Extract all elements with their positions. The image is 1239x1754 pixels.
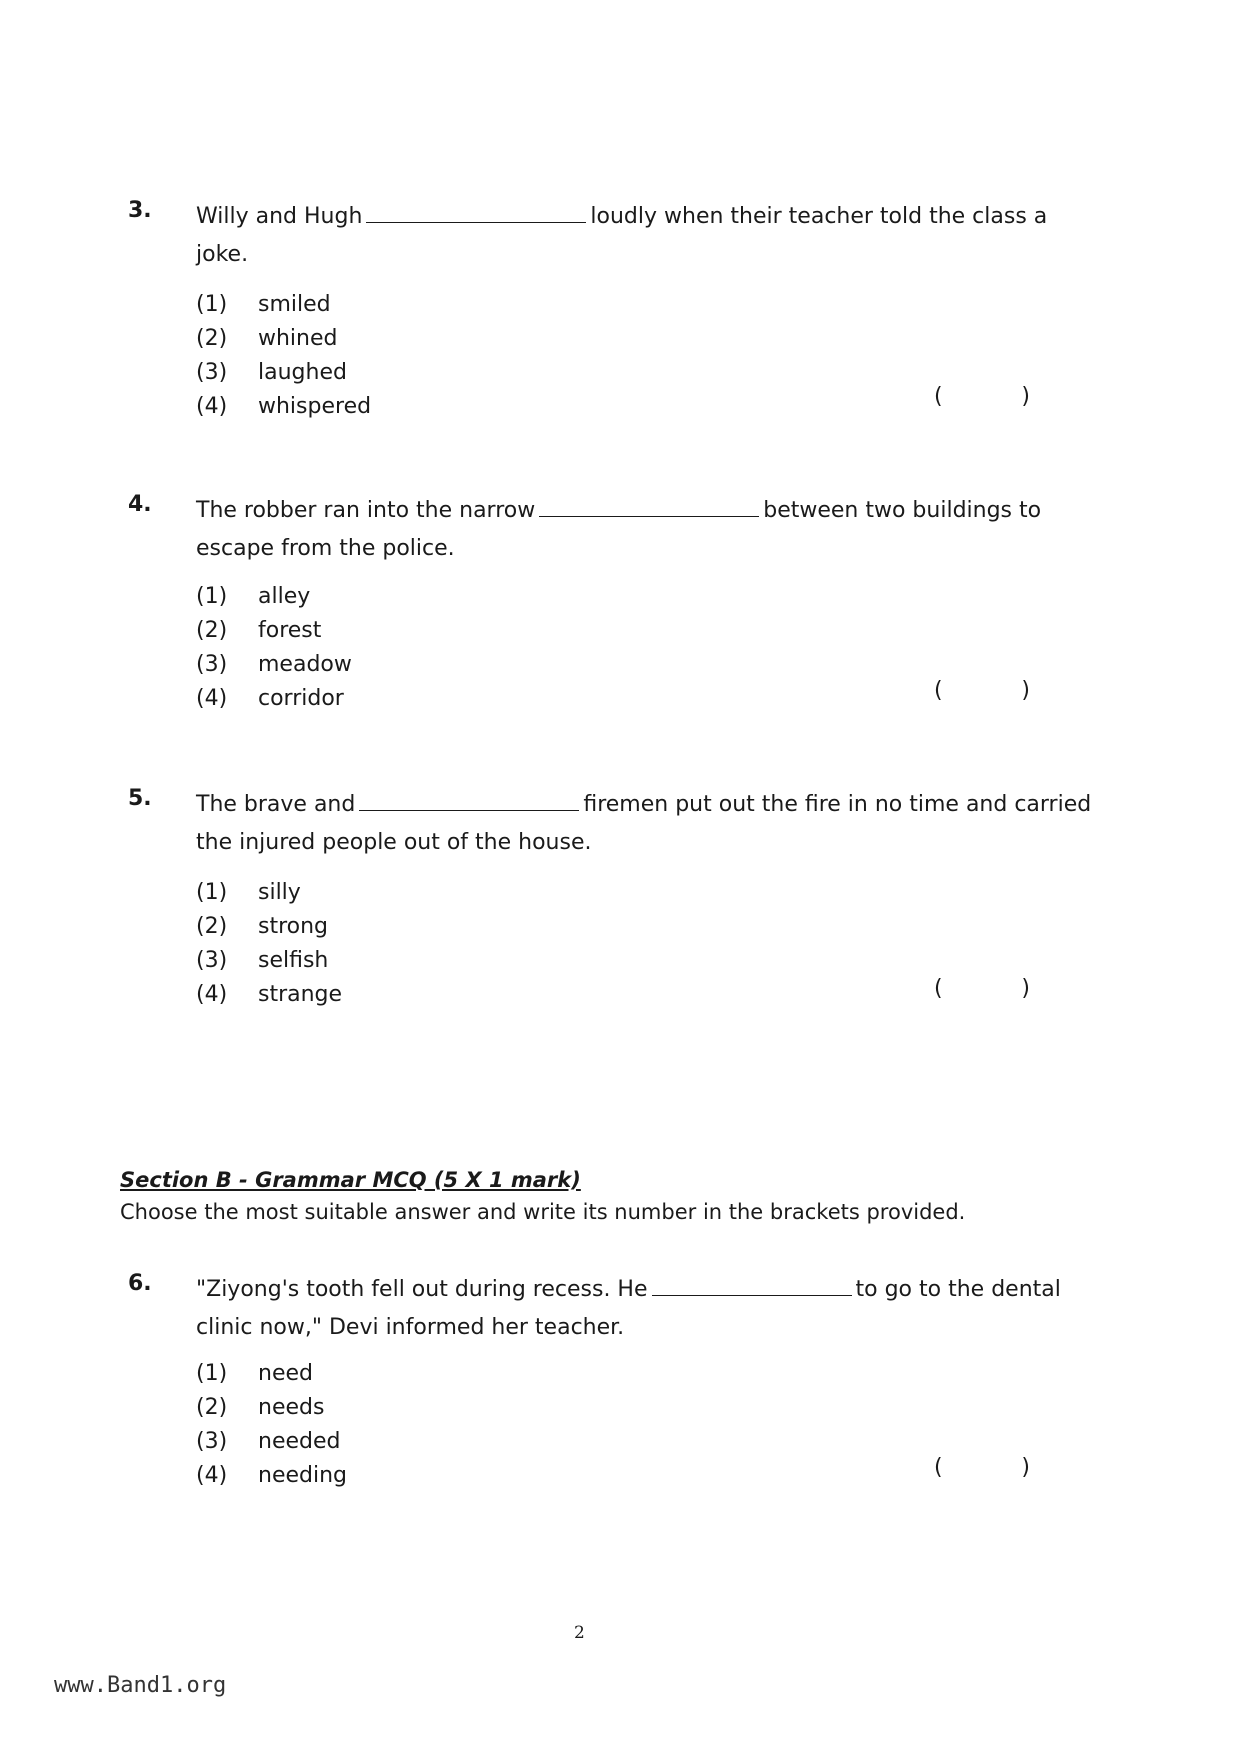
answer-blank: [359, 790, 579, 811]
option: (3) selfish: [196, 948, 329, 973]
question-number: 3.: [128, 198, 152, 223]
answer-brackets[interactable]: ( ): [934, 384, 1030, 409]
question-stem: [196, 786, 1096, 862]
option: (2) whined: [196, 326, 338, 351]
option: (4) strange: [196, 982, 343, 1007]
stem-after-blank: loudly when their teacher told the class a joke.: [196, 204, 1048, 267]
section-instruction: Choose the most suitable answer and write its number in the brackets provided.: [120, 1200, 966, 1224]
option: (1) smiled: [196, 292, 331, 317]
option: (1) alley: [196, 584, 311, 609]
stem-after-blank: to go to the dental clinic now," Devi informed her teacher.: [196, 1277, 1061, 1340]
answer-blank: [366, 202, 586, 223]
option: (3) needed: [196, 1429, 341, 1454]
option: (3) meadow: [196, 652, 352, 677]
option: (1) silly: [196, 880, 301, 905]
options-list: [196, 288, 371, 424]
answer-blank: [539, 496, 759, 517]
stem-after-blank: between two buildings to escape from the police.: [196, 498, 1042, 561]
stem-before-blank: The robber ran into the narrow: [196, 498, 536, 523]
stem-after-blank: firemen put out the fire in no time and carried the injured people out of the house.: [196, 792, 1092, 855]
question-number: 5.: [128, 786, 152, 811]
question-stem: [196, 1271, 1096, 1347]
question-number: 6.: [128, 1271, 152, 1296]
option: (4) needing: [196, 1463, 347, 1488]
options-list: [196, 876, 342, 1012]
option: (2) forest: [196, 618, 322, 643]
answer-brackets[interactable]: ( ): [934, 678, 1030, 703]
question-number: 4.: [128, 492, 152, 517]
stem-before-blank: "Ziyong's tooth fell out during recess. He: [196, 1277, 648, 1302]
answer-blank: [652, 1275, 852, 1296]
stem-before-blank: The brave and: [196, 792, 356, 817]
page-number: 2: [574, 1623, 585, 1643]
option: (1) need: [196, 1361, 313, 1386]
option: (3) laughed: [196, 360, 347, 385]
options-list: [196, 1357, 347, 1493]
option: (4) whispered: [196, 394, 372, 419]
answer-brackets[interactable]: ( ): [934, 1455, 1030, 1480]
section-title: Section B - Grammar MCQ (5 X 1 mark): [120, 1168, 581, 1192]
option: (2) strong: [196, 914, 329, 939]
question-stem: [196, 198, 1096, 274]
answer-brackets[interactable]: ( ): [934, 976, 1030, 1001]
question-stem: [196, 492, 1096, 568]
footer-url: www.Band1.org: [54, 1673, 227, 1698]
stem-before-blank: Willy and Hugh: [196, 204, 363, 229]
options-list: [196, 580, 352, 716]
option: (2) needs: [196, 1395, 325, 1420]
option: (4) corridor: [196, 686, 344, 711]
